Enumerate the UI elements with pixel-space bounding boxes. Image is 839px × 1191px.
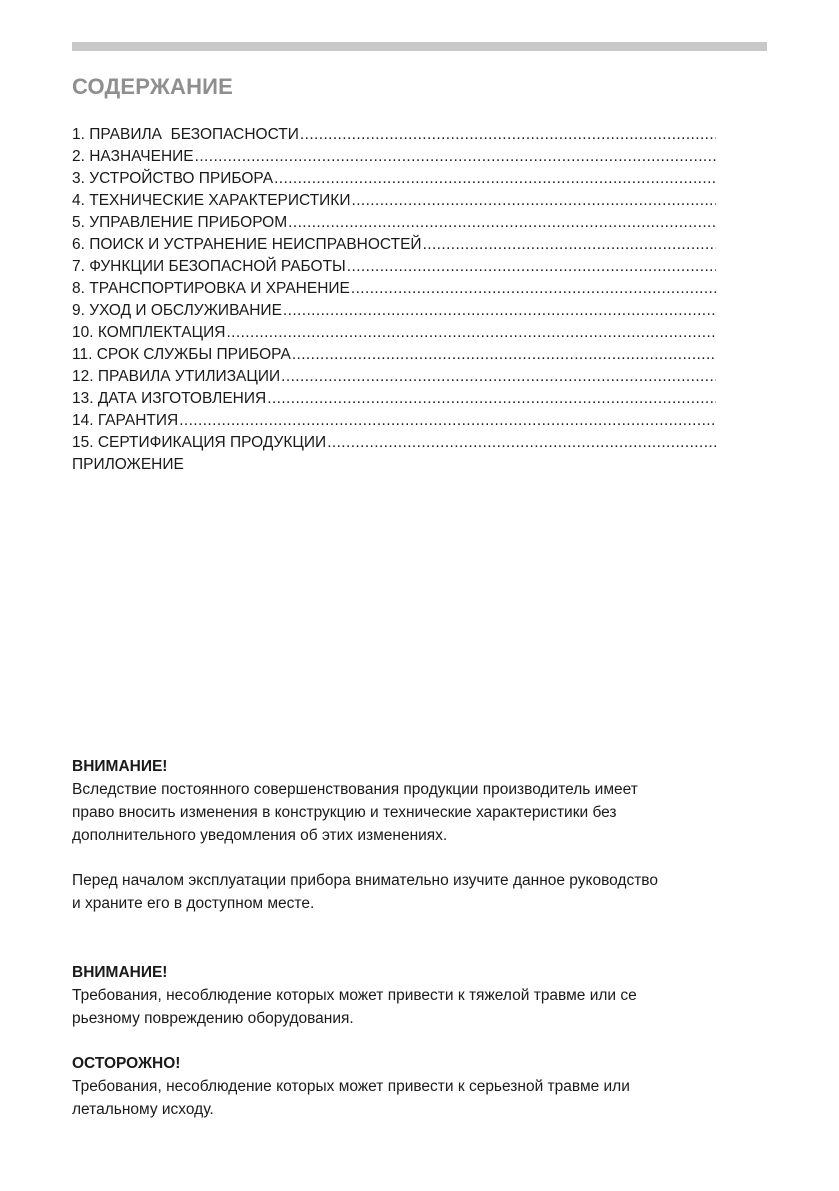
page-title: СОДЕРЖАНИЕ: [72, 74, 234, 99]
toc-entry-label: 1. ПРАВИЛА БЕЗОПАСНОСТИ: [72, 126, 299, 143]
toc-entry-label: 13. ДАТА ИЗГОТОВЛЕНИЯ: [72, 390, 267, 407]
toc-entry[interactable]: [72, 234, 716, 256]
toc-entry[interactable]: [72, 388, 716, 410]
toc-entry[interactable]: [72, 300, 716, 322]
toc-entry[interactable]: [72, 366, 716, 388]
toc-dot-leader: [226, 322, 716, 344]
toc-dot-leader: [292, 344, 716, 366]
toc-entry[interactable]: [72, 344, 716, 366]
spacer: [72, 1030, 772, 1052]
toc-entry-label: 12. ПРАВИЛА УТИЛИЗАЦИИ: [72, 368, 281, 385]
toc-entry[interactable]: [72, 146, 716, 168]
toc-dot-leader: [281, 366, 716, 388]
toc-entry-label: 10. КОМПЛЕКТАЦИЯ: [72, 324, 226, 341]
toc-entry-label: 2. НАЗНАЧЕНИЕ: [72, 148, 194, 165]
toc-dot-leader: [423, 234, 716, 256]
toc-dot-leader: [267, 388, 716, 410]
toc-entry[interactable]: [72, 278, 716, 300]
caution-heading: ОСТОРОЖНО!: [72, 1055, 181, 1072]
toc-entry-label: 8. ТРАНСПОРТИРОВКА И ХРАНЕНИЕ: [72, 280, 350, 297]
warning-text: Требования, несоблюдение которых может привести к тяжелой травме или се рьезному повреждению оборудования.: [72, 987, 637, 1027]
toc-dot-leader: [179, 410, 716, 432]
toc-entry-label: 9. УХОД И ОБСЛУЖИВАНИЕ: [72, 302, 282, 319]
toc-entry-appendix[interactable]: [72, 454, 716, 476]
toc-entry-label: ПРИЛОЖЕНИЕ: [72, 456, 184, 473]
spacer: [72, 847, 772, 869]
toc-entry-label: 15. СЕРТИФИКАЦИЯ ПРОДУКЦИИ: [72, 434, 327, 451]
toc-dot-leader: [195, 146, 716, 168]
spacer: [72, 915, 772, 961]
toc-entry[interactable]: [72, 168, 716, 190]
toc-entry[interactable]: [72, 432, 716, 454]
toc-entry[interactable]: [72, 190, 716, 212]
notice-heading: ВНИМАНИЕ!: [72, 758, 168, 775]
toc-dot-leader: [274, 168, 716, 190]
toc-entry[interactable]: [72, 212, 716, 234]
toc-entry-label: 6. ПОИСК И УСТРАНЕНИЕ НЕИСПРАВНОСТЕЙ: [72, 236, 422, 253]
notes-section: [72, 755, 772, 1121]
table-of-contents: [72, 124, 716, 476]
toc-dot-leader: [300, 124, 716, 146]
toc-entry-label: 7. ФУНКЦИИ БЕЗОПАСНОЙ РАБОТЫ: [72, 258, 346, 275]
header-rule: [72, 42, 767, 51]
toc-dot-leader: [288, 212, 716, 234]
toc-entry-label: 5. УПРАВЛЕНИЕ ПРИБОРОМ: [72, 214, 288, 231]
toc-entry[interactable]: [72, 410, 716, 432]
toc-entry[interactable]: [72, 256, 716, 278]
toc-dot-leader: [347, 256, 716, 278]
toc-entry-label: 14. ГАРАНТИЯ: [72, 412, 179, 429]
toc-entry[interactable]: [72, 124, 716, 146]
toc-entry-label: 11. СРОК СЛУЖБЫ ПРИБОРА: [72, 346, 291, 363]
warning-heading: ВНИМАНИЕ!: [72, 964, 168, 981]
before-use-text: Перед началом эксплуатации прибора внимательно изучите данное руководство и храните его в доступном месте.: [72, 872, 658, 912]
toc-dot-leader: [351, 278, 716, 300]
toc-entry[interactable]: [72, 322, 716, 344]
toc-dot-leader: [283, 300, 716, 322]
toc-dot-leader: [327, 432, 716, 454]
toc-dot-leader: [351, 190, 716, 212]
notice-text: Вследствие постоянного совершенствования продукции производитель имеет право вносить изменения в конструкцию и технические характеристики без дополнительного уведомления об этих изменениях.: [72, 781, 638, 844]
caution-text: Требования, несоблюдение которых может привести к серьезной травме или летальному исходу.: [72, 1078, 630, 1118]
toc-entry-label: 3. УСТРОЙСТВО ПРИБОРА: [72, 170, 274, 187]
toc-entry-label: 4. ТЕХНИЧЕСКИЕ ХАРАКТЕРИСТИКИ: [72, 192, 351, 209]
